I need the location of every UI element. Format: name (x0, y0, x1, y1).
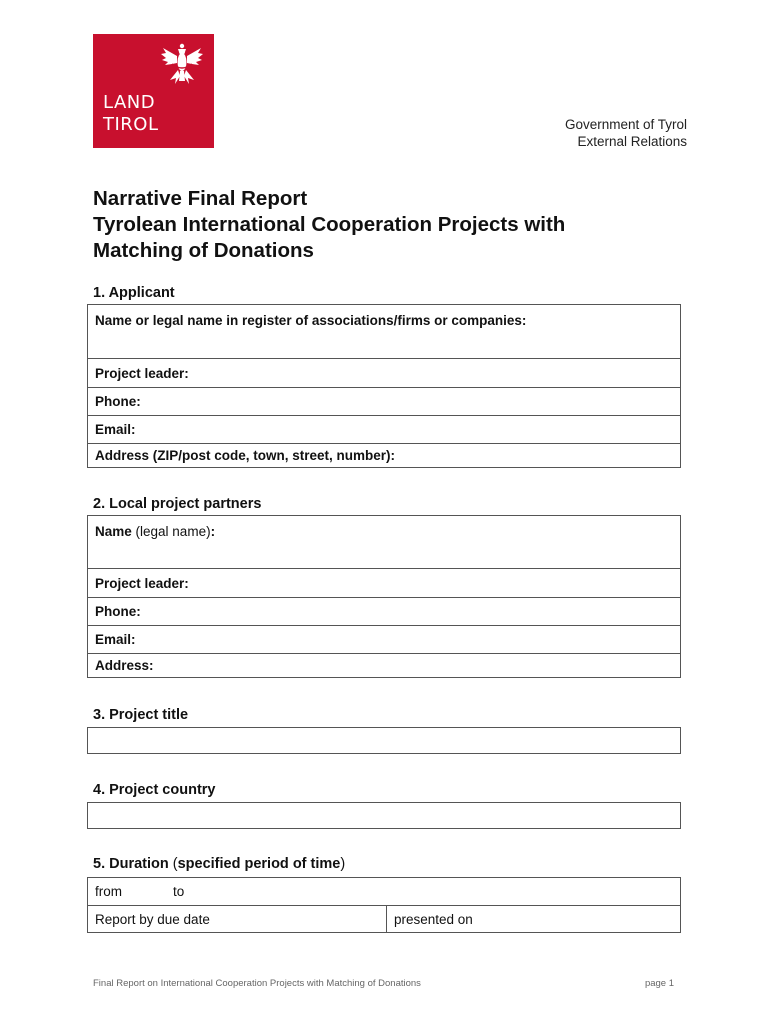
applicant-address-label: Address (ZIP/post code, town, street, number): (95, 448, 396, 463)
section-duration-heading: 5. Duration (specified period of time) (93, 856, 346, 872)
duration-period-row (88, 878, 680, 905)
project-title-field[interactable] (87, 727, 681, 754)
partner-address-label: Address: (95, 658, 154, 673)
footer-text: Final Report on International Cooperation Projects with Matching of Donations (93, 978, 421, 989)
duration-period-field[interactable] (88, 878, 184, 905)
project-country-field[interactable] (87, 802, 681, 829)
title-line-3: Matching of Donations (93, 239, 314, 262)
duration-from-label: from (95, 884, 122, 899)
partners-table (87, 515, 681, 678)
partner-phone-label: Phone: (95, 604, 141, 619)
duration-to-label: to (173, 884, 185, 899)
applicant-address-field[interactable] (88, 443, 680, 467)
partner-name-label: Name (legal name): (95, 524, 216, 539)
report-due-date-label: Report by due date (95, 911, 210, 927)
sender-line-2: External Relations (577, 134, 687, 149)
applicant-leader-label: Project leader: (95, 365, 189, 381)
section-project-country-heading: 4. Project country (93, 782, 216, 798)
section-partners-heading: 2. Local project partners (93, 496, 262, 512)
applicant-leader-field[interactable] (88, 358, 680, 387)
partner-address-field[interactable] (88, 653, 680, 677)
applicant-phone-field[interactable] (88, 387, 680, 415)
applicant-email-label: Email: (95, 422, 136, 437)
logo-line-tirol: TIROL (103, 114, 159, 135)
applicant-email-field[interactable] (88, 415, 680, 443)
sender-block (565, 116, 687, 150)
title-line-1: Narrative Final Report (93, 187, 308, 210)
applicant-name-label: Name or legal name in register of associations/firms or companies: (95, 313, 527, 328)
duration-report-row (88, 905, 680, 932)
applicant-table (87, 304, 681, 468)
presented-on-label: presented on (394, 911, 473, 927)
logo-wordmark (103, 92, 159, 136)
logo-line-land: LAND (103, 92, 156, 113)
partner-email-label: Email: (95, 632, 136, 647)
section-project-title-heading: 3. Project title (93, 707, 189, 723)
section-applicant-heading: 1. Applicant (93, 285, 175, 301)
document-title (93, 186, 693, 264)
presented-on-field[interactable] (387, 906, 473, 932)
title-line-2: Tyrolean International Cooperation Projects with (93, 213, 566, 236)
tyrolean-eagle-icon (160, 42, 204, 88)
duration-table (87, 877, 681, 933)
sender-line-1: Government of Tyrol (564, 117, 687, 132)
report-due-date-field[interactable] (88, 906, 387, 932)
page-footer (93, 978, 674, 989)
land-tirol-logo (93, 34, 214, 148)
partner-email-field[interactable] (88, 625, 680, 653)
partner-leader-field[interactable] (88, 568, 680, 597)
applicant-name-field[interactable] (88, 305, 680, 358)
partner-leader-label: Project leader: (95, 575, 189, 591)
page-number: page 1 (644, 978, 674, 989)
partner-name-field[interactable] (88, 516, 680, 568)
applicant-phone-label: Phone: (95, 394, 141, 409)
partner-phone-field[interactable] (88, 597, 680, 625)
